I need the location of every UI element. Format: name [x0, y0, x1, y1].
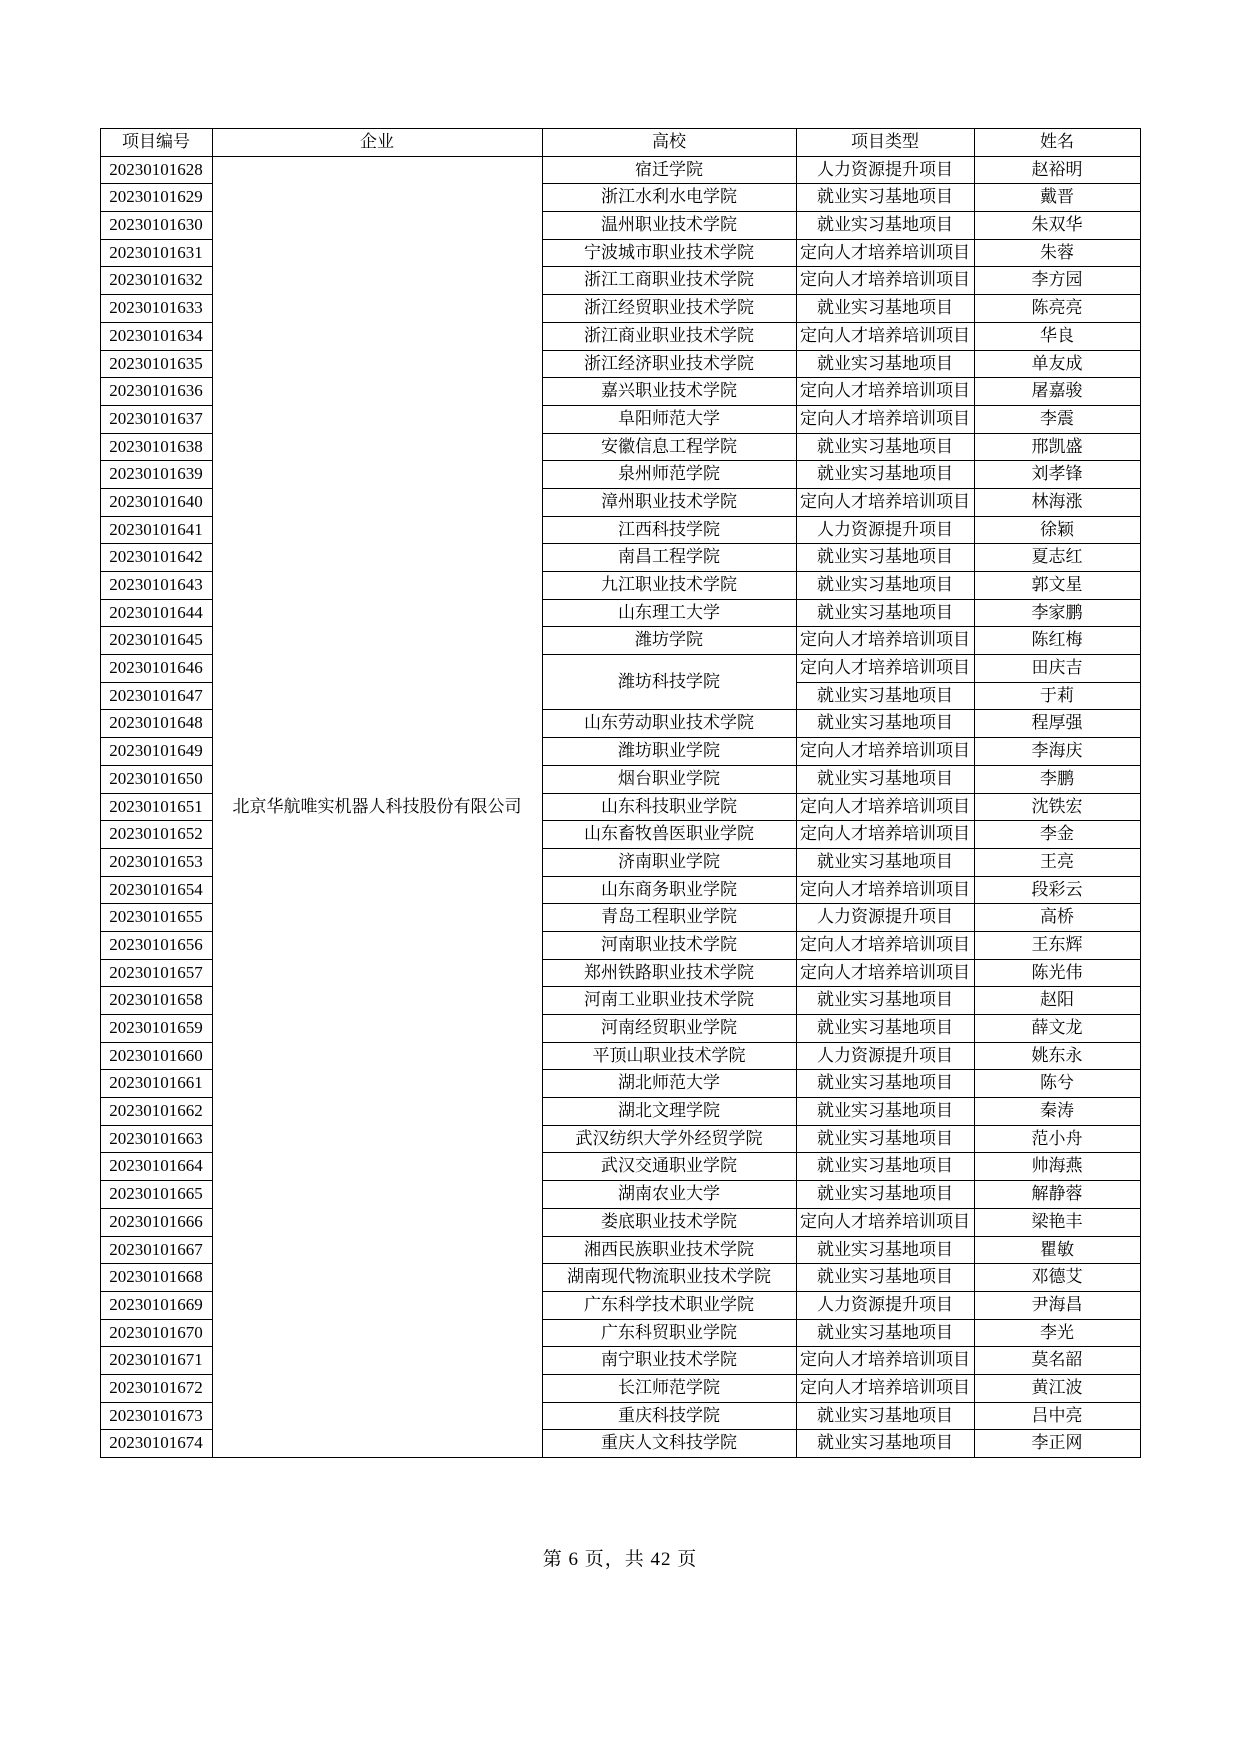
cell-project-type: 就业实习基地项目: [796, 295, 974, 323]
cell-person-name: 赵阳: [974, 987, 1140, 1015]
cell-project-type: 就业实习基地项目: [796, 682, 974, 710]
cell-university: 浙江工商职业技术学院: [542, 267, 796, 295]
cell-project-type: 人力资源提升项目: [796, 904, 974, 932]
cell-project-type: 就业实习基地项目: [796, 1181, 974, 1209]
page-footer: 第 6 页，共 42 页: [542, 1549, 698, 1570]
cell-university: 山东劳动职业技术学院: [542, 710, 796, 738]
cell-project-type: 就业实习基地项目: [796, 1319, 974, 1347]
cell-person-name: 沈铁宏: [974, 793, 1140, 821]
cell-project-id: 20230101672: [100, 1374, 212, 1402]
cell-project-type: 就业实习基地项目: [796, 710, 974, 738]
cell-university: 浙江水利水电学院: [542, 184, 796, 212]
cell-project-id: 20230101662: [100, 1098, 212, 1126]
cell-university: 广东科学技术职业学院: [542, 1291, 796, 1319]
cell-university: 安徽信息工程学院: [542, 433, 796, 461]
cell-person-name: 程厚强: [974, 710, 1140, 738]
cell-person-name: 屠嘉骏: [974, 378, 1140, 406]
cell-project-type: 定向人才培养培训项目: [796, 1347, 974, 1375]
cell-university: 潍坊科技学院: [542, 655, 796, 710]
cell-project-type: 就业实习基地项目: [796, 1015, 974, 1043]
cell-project-type: 就业实习基地项目: [796, 212, 974, 240]
cell-person-name: 李震: [974, 405, 1140, 433]
table-body: [100, 129, 1140, 1458]
cell-person-name: 瞿敏: [974, 1236, 1140, 1264]
cell-university: 嘉兴职业技术学院: [542, 378, 796, 406]
column-header-university: 高校: [542, 129, 796, 157]
cell-person-name: 陈亮亮: [974, 295, 1140, 323]
cell-university: 河南工业职业技术学院: [542, 987, 796, 1015]
cell-university: 湖南农业大学: [542, 1181, 796, 1209]
cell-project-id: 20230101660: [100, 1042, 212, 1070]
cell-person-name: 秦涛: [974, 1098, 1140, 1126]
cell-project-id: 20230101668: [100, 1264, 212, 1292]
cell-university: 湖北师范大学: [542, 1070, 796, 1098]
cell-person-name: 黄江波: [974, 1374, 1140, 1402]
cell-project-id: 20230101645: [100, 627, 212, 655]
cell-person-name: 陈兮: [974, 1070, 1140, 1098]
cell-university: 武汉纺织大学外经贸学院: [542, 1125, 796, 1153]
cell-project-id: 20230101632: [100, 267, 212, 295]
cell-person-name: 朱蓉: [974, 239, 1140, 267]
cell-project-id: 20230101635: [100, 350, 212, 378]
cell-project-type: 定向人才培养培训项目: [796, 239, 974, 267]
cell-project-id: 20230101674: [100, 1430, 212, 1458]
cell-university: 郑州铁路职业技术学院: [542, 959, 796, 987]
column-header-type: 项目类型: [796, 129, 974, 157]
cell-project-type: 定向人才培养培训项目: [796, 959, 974, 987]
cell-project-type: 就业实习基地项目: [796, 184, 974, 212]
cell-project-id: 20230101648: [100, 710, 212, 738]
cell-university: 湖北文理学院: [542, 1098, 796, 1126]
cell-project-id: 20230101649: [100, 738, 212, 766]
cell-project-id: 20230101643: [100, 572, 212, 600]
cell-university: 广东科贸职业学院: [542, 1319, 796, 1347]
cell-university: 山东理工大学: [542, 599, 796, 627]
cell-project-type: 人力资源提升项目: [796, 1291, 974, 1319]
cell-person-name: 邢凯盛: [974, 433, 1140, 461]
cell-project-id: 20230101653: [100, 848, 212, 876]
cell-person-name: 陈红梅: [974, 627, 1140, 655]
cell-person-name: 范小舟: [974, 1125, 1140, 1153]
cell-person-name: 梁艳丰: [974, 1208, 1140, 1236]
cell-project-type: 就业实习基地项目: [796, 1236, 974, 1264]
cell-person-name: 李正网: [974, 1430, 1140, 1458]
cell-person-name: 李金: [974, 821, 1140, 849]
cell-university: 河南经贸职业学院: [542, 1015, 796, 1043]
cell-project-id: 20230101670: [100, 1319, 212, 1347]
cell-project-type: 定向人才培养培训项目: [796, 267, 974, 295]
cell-project-id: 20230101664: [100, 1153, 212, 1181]
cell-person-name: 解静蓉: [974, 1181, 1140, 1209]
cell-person-name: 高桥: [974, 904, 1140, 932]
cell-project-type: 人力资源提升项目: [796, 516, 974, 544]
cell-project-id: 20230101651: [100, 793, 212, 821]
cell-enterprise: 北京华航唯实机器人科技股份有限公司: [212, 156, 542, 1457]
cell-project-id: 20230101650: [100, 765, 212, 793]
cell-project-id: 20230101655: [100, 904, 212, 932]
cell-project-type: 定向人才培养培训项目: [796, 793, 974, 821]
cell-university: 江西科技学院: [542, 516, 796, 544]
cell-university: 泉州师范学院: [542, 461, 796, 489]
cell-university: 漳州职业技术学院: [542, 488, 796, 516]
cell-project-type: 就业实习基地项目: [796, 544, 974, 572]
cell-project-type: 定向人才培养培训项目: [796, 378, 974, 406]
cell-person-name: 朱双华: [974, 212, 1140, 240]
table-header-row: [100, 129, 1140, 157]
cell-person-name: 单友成: [974, 350, 1140, 378]
table-row: [100, 156, 1140, 184]
cell-person-name: 李方园: [974, 267, 1140, 295]
cell-project-type: 就业实习基地项目: [796, 1264, 974, 1292]
cell-person-name: 刘孝锋: [974, 461, 1140, 489]
cell-person-name: 帅海燕: [974, 1153, 1140, 1181]
cell-person-name: 段彩云: [974, 876, 1140, 904]
cell-project-id: 20230101634: [100, 322, 212, 350]
cell-person-name: 华良: [974, 322, 1140, 350]
cell-project-id: 20230101665: [100, 1181, 212, 1209]
cell-person-name: 尹海昌: [974, 1291, 1140, 1319]
cell-project-type: 定向人才培养培训项目: [796, 1208, 974, 1236]
cell-project-id: 20230101669: [100, 1291, 212, 1319]
cell-project-type: 就业实习基地项目: [796, 848, 974, 876]
cell-project-id: 20230101654: [100, 876, 212, 904]
cell-university: 山东科技职业学院: [542, 793, 796, 821]
cell-person-name: 薛文龙: [974, 1015, 1140, 1043]
cell-person-name: 莫名韶: [974, 1347, 1140, 1375]
cell-project-id: 20230101630: [100, 212, 212, 240]
cell-university: 山东畜牧兽医职业学院: [542, 821, 796, 849]
cell-project-id: 20230101646: [100, 655, 212, 683]
cell-person-name: 邓德艾: [974, 1264, 1140, 1292]
cell-university: 平顶山职业技术学院: [542, 1042, 796, 1070]
cell-project-type: 定向人才培养培训项目: [796, 931, 974, 959]
cell-university: 重庆人文科技学院: [542, 1430, 796, 1458]
cell-project-type: 就业实习基地项目: [796, 599, 974, 627]
column-header-enterprise: 企业: [212, 129, 542, 157]
cell-university: 重庆科技学院: [542, 1402, 796, 1430]
cell-person-name: 陈光伟: [974, 959, 1140, 987]
cell-person-name: 夏志红: [974, 544, 1140, 572]
cell-university: 湖南现代物流职业技术学院: [542, 1264, 796, 1292]
cell-project-type: 定向人才培养培训项目: [796, 405, 974, 433]
cell-project-id: 20230101628: [100, 156, 212, 184]
cell-project-type: 定向人才培养培训项目: [796, 322, 974, 350]
column-header-id: 项目编号: [100, 129, 212, 157]
cell-person-name: 李家鹏: [974, 599, 1140, 627]
cell-project-id: 20230101656: [100, 931, 212, 959]
cell-person-name: 徐颖: [974, 516, 1140, 544]
cell-project-id: 20230101657: [100, 959, 212, 987]
cell-project-id: 20230101652: [100, 821, 212, 849]
cell-project-type: 就业实习基地项目: [796, 461, 974, 489]
cell-person-name: 王亮: [974, 848, 1140, 876]
cell-university: 浙江经贸职业技术学院: [542, 295, 796, 323]
cell-person-name: 李鹏: [974, 765, 1140, 793]
cell-person-name: 李光: [974, 1319, 1140, 1347]
cell-project-id: 20230101639: [100, 461, 212, 489]
cell-project-id: 20230101641: [100, 516, 212, 544]
cell-university: 浙江商业职业技术学院: [542, 322, 796, 350]
cell-project-type: 人力资源提升项目: [796, 156, 974, 184]
cell-project-type: 人力资源提升项目: [796, 1042, 974, 1070]
cell-person-name: 王东辉: [974, 931, 1140, 959]
cell-person-name: 李海庆: [974, 738, 1140, 766]
cell-project-id: 20230101633: [100, 295, 212, 323]
cell-person-name: 田庆吉: [974, 655, 1140, 683]
cell-project-id: 20230101666: [100, 1208, 212, 1236]
cell-project-type: 定向人才培养培训项目: [796, 738, 974, 766]
cell-project-type: 就业实习基地项目: [796, 1070, 974, 1098]
cell-project-id: 20230101663: [100, 1125, 212, 1153]
cell-project-id: 20230101647: [100, 682, 212, 710]
cell-project-type: 就业实习基地项目: [796, 1153, 974, 1181]
cell-project-id: 20230101631: [100, 239, 212, 267]
cell-person-name: 姚东永: [974, 1042, 1140, 1070]
cell-person-name: 赵裕明: [974, 156, 1140, 184]
cell-project-type: 就业实习基地项目: [796, 1402, 974, 1430]
cell-project-id: 20230101640: [100, 488, 212, 516]
cell-university: 宁波城市职业技术学院: [542, 239, 796, 267]
cell-university: 长江师范学院: [542, 1374, 796, 1402]
cell-university: 娄底职业技术学院: [542, 1208, 796, 1236]
cell-project-id: 20230101644: [100, 599, 212, 627]
cell-university: 济南职业学院: [542, 848, 796, 876]
cell-university: 河南职业技术学院: [542, 931, 796, 959]
cell-project-type: 就业实习基地项目: [796, 1098, 974, 1126]
cell-person-name: 戴晋: [974, 184, 1140, 212]
cell-person-name: 吕中亮: [974, 1402, 1140, 1430]
cell-university: 浙江经济职业技术学院: [542, 350, 796, 378]
cell-university: 九江职业技术学院: [542, 572, 796, 600]
cell-person-name: 林海涨: [974, 488, 1140, 516]
cell-project-type: 就业实习基地项目: [796, 1125, 974, 1153]
cell-university: 阜阳师范大学: [542, 405, 796, 433]
cell-project-id: 20230101667: [100, 1236, 212, 1264]
cell-project-id: 20230101638: [100, 433, 212, 461]
cell-project-type: 就业实习基地项目: [796, 1430, 974, 1458]
cell-project-id: 20230101671: [100, 1347, 212, 1375]
cell-project-type: 就业实习基地项目: [796, 433, 974, 461]
cell-project-type: 就业实习基地项目: [796, 572, 974, 600]
cell-university: 宿迁学院: [542, 156, 796, 184]
cell-project-type: 定向人才培养培训项目: [796, 876, 974, 904]
column-header-name: 姓名: [974, 129, 1140, 157]
cell-project-id: 20230101659: [100, 1015, 212, 1043]
cell-person-name: 于莉: [974, 682, 1140, 710]
cell-project-type: 就业实习基地项目: [796, 765, 974, 793]
cell-university: 烟台职业学院: [542, 765, 796, 793]
cell-person-name: 郭文星: [974, 572, 1140, 600]
cell-project-type: 就业实习基地项目: [796, 987, 974, 1015]
cell-project-type: 定向人才培养培训项目: [796, 627, 974, 655]
cell-project-type: 定向人才培养培训项目: [796, 1374, 974, 1402]
cell-project-type: 定向人才培养培训项目: [796, 488, 974, 516]
cell-university: 南昌工程学院: [542, 544, 796, 572]
cell-project-type: 定向人才培养培训项目: [796, 655, 974, 683]
cell-university: 温州职业技术学院: [542, 212, 796, 240]
cell-university: 潍坊学院: [542, 627, 796, 655]
cell-university: 湘西民族职业技术学院: [542, 1236, 796, 1264]
cell-university: 武汉交通职业学院: [542, 1153, 796, 1181]
cell-project-type: 定向人才培养培训项目: [796, 821, 974, 849]
cell-project-id: 20230101658: [100, 987, 212, 1015]
cell-university: 青岛工程职业学院: [542, 904, 796, 932]
cell-project-id: 20230101673: [100, 1402, 212, 1430]
cell-project-id: 20230101629: [100, 184, 212, 212]
cell-university: 山东商务职业学院: [542, 876, 796, 904]
cell-project-type: 就业实习基地项目: [796, 350, 974, 378]
project-table: [100, 128, 1141, 1458]
cell-project-id: 20230101637: [100, 405, 212, 433]
cell-project-id: 20230101661: [100, 1070, 212, 1098]
cell-university: 南宁职业技术学院: [542, 1347, 796, 1375]
cell-university: 潍坊职业学院: [542, 738, 796, 766]
cell-project-id: 20230101636: [100, 378, 212, 406]
cell-project-id: 20230101642: [100, 544, 212, 572]
